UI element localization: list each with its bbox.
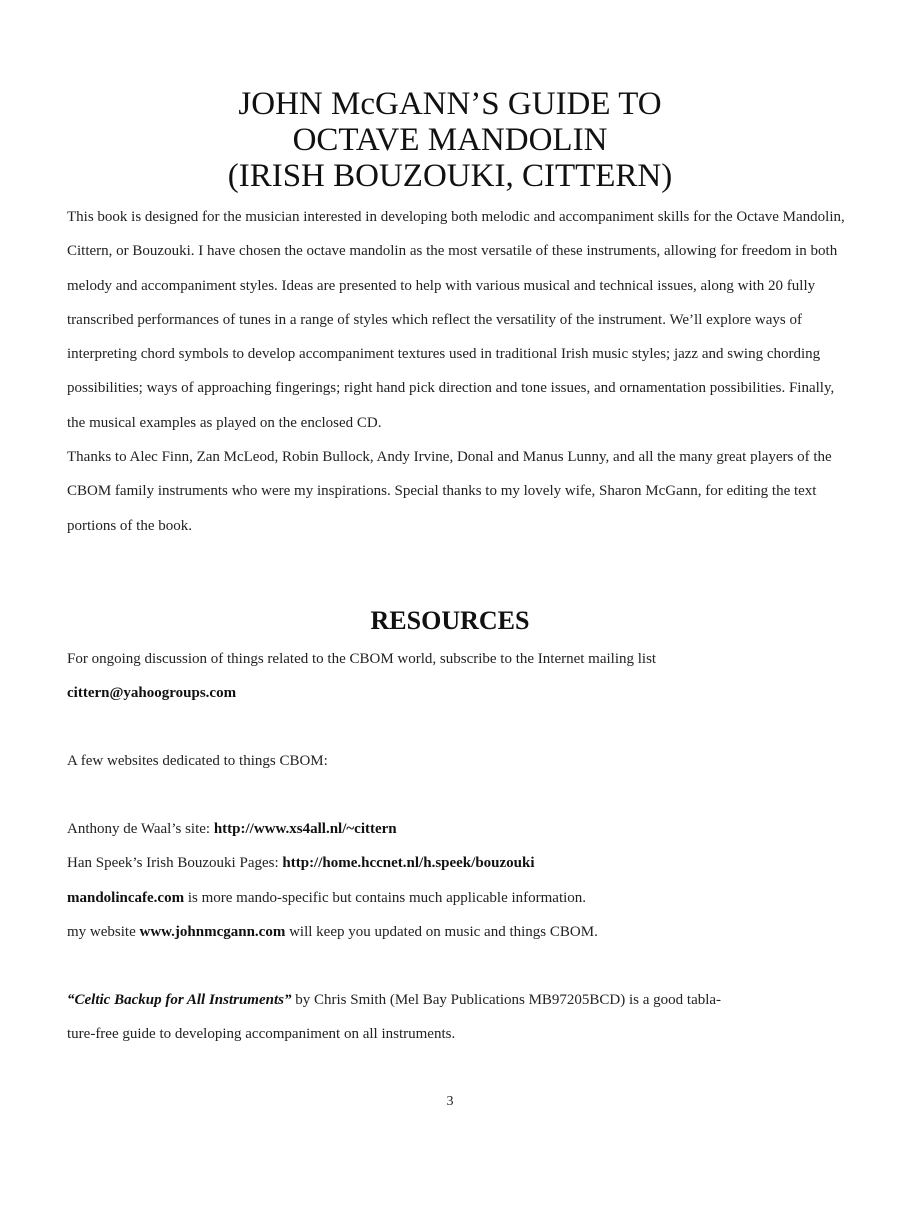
websites-intro: A few websites dedicated to things CBOM: bbox=[67, 753, 328, 769]
page-title bbox=[0, 86, 900, 194]
mailing-list-email[interactable]: cittern@yahoogroups.com bbox=[67, 685, 237, 702]
intro-section bbox=[67, 200, 847, 543]
intro-paragraph: This book is designed for the musician interested in developing both melodic and accompaniment skills for the Octave Mandolin, Cittern, or Bouzouki. I have chosen the octave mandolin as the most versatile of these instruments, allowing for freedom in both melody and accompaniment styles. Ideas are presented to help with various musical and technical issues, along with 20 fully transcribed performances of tunes in a range of styles which reflect the versatility of the instrument. We’ll explore ways of interpreting chord symbols to develop accompaniment textures used in traditional Irish music styles; jazz and swing chording possibilities; ways of approaching fingerings; right hand pick direction and tone issues, and ornamentation possibilities. Finally, the musical examples as played on the enclosed CD. bbox=[67, 209, 845, 431]
han-label: Han Speek’s Irish Bouzouki Pages: bbox=[67, 855, 283, 872]
mywebsite-link[interactable]: www.johnmcgann.com bbox=[139, 923, 286, 940]
thanks-paragraph: Thanks to Alec Finn, Zan McLeod, Robin Bullock, Andy Irvine, Donal and Manus Lunny, and all the many great players of the CBOM family instruments who were my inspirations. Special thanks to my lovely wife, Sharon McGann, for editing the text portions of the book. bbox=[67, 449, 832, 534]
websites-list bbox=[67, 812, 847, 949]
page-number: 3 bbox=[446, 1094, 454, 1109]
book-title: “Celtic Backup for All Instruments” bbox=[67, 992, 292, 1008]
book-text-2: ture-free guide to developing accompaniment on all instruments. bbox=[67, 1026, 456, 1043]
mailing-list-text: For ongoing discussion of things related to the CBOM world, subscribe to the Internet mailing list bbox=[67, 651, 657, 667]
han-url-link[interactable]: http://home.hccnet.nl/h.speek/bouzouki bbox=[282, 855, 535, 872]
mywebsite-suffix: will keep you updated on music and things CBOM. bbox=[285, 923, 598, 940]
mandolincafe-text: is more mando-specific but contains much applicable information. bbox=[184, 889, 587, 906]
mandolincafe-link[interactable]: mandolincafe.com bbox=[67, 889, 185, 906]
anthony-url-link[interactable]: http://www.xs4all.nl/~cittern bbox=[213, 821, 397, 837]
book-line-1 bbox=[67, 983, 847, 1017]
title-line-2: OCTAVE MANDOLIN bbox=[292, 122, 608, 158]
mailing-list-block bbox=[67, 642, 847, 711]
resources-heading: RESOURCES bbox=[370, 606, 530, 635]
title-line-1: JOHN McGANN’S GUIDE TO bbox=[238, 86, 662, 122]
website-item-han bbox=[67, 846, 847, 880]
title-line-3: (IRISH BOUZOUKI, CITTERN) bbox=[227, 158, 673, 194]
website-item-mywebsite bbox=[67, 915, 847, 949]
mywebsite-prefix: my website bbox=[67, 923, 140, 940]
website-item-anthony bbox=[67, 812, 847, 846]
book-text-1: by Chris Smith (Mel Bay Publications MB97205BCD) is a good tabla- bbox=[291, 992, 722, 1008]
anthony-label: Anthony de Waal’s site: bbox=[67, 821, 214, 837]
book-recommendation bbox=[67, 983, 847, 1052]
website-item-mandolincafe bbox=[67, 881, 847, 915]
